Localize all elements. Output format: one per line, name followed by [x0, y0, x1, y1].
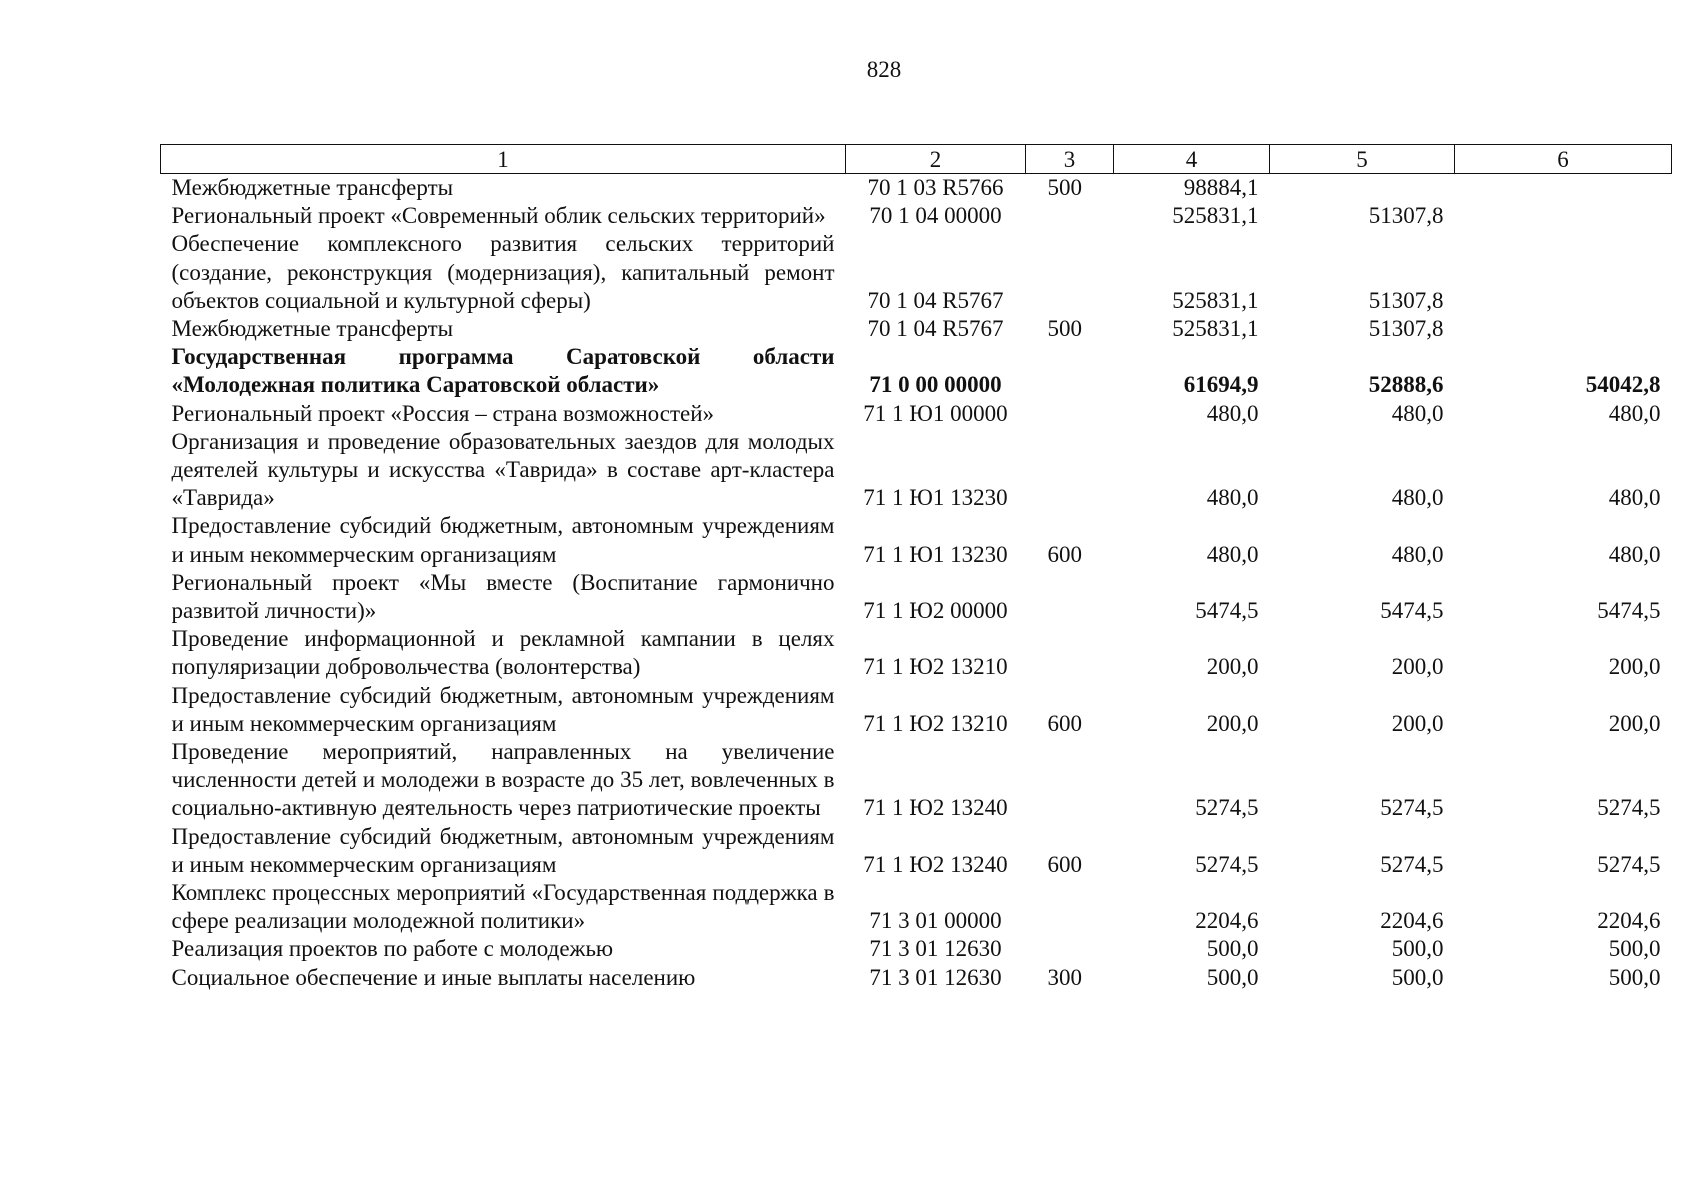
row-code: 71 1 Ю2 13210: [863, 710, 1008, 736]
row-name: Региональный проект «Современный облик сельских территорий»: [171, 203, 826, 229]
row-kvr: 500: [1047, 316, 1082, 342]
row-name: Реализация проектов по работе с молодежью: [171, 936, 614, 962]
table-row: [161, 823, 1672, 879]
row-value-col6: 200,0: [1608, 654, 1661, 680]
page-number: 828: [866, 57, 902, 82]
row-value-col6: 480,0: [1608, 400, 1661, 426]
row-code: 71 0 00 00000: [869, 372, 1002, 398]
header-col-5: 5: [1270, 145, 1455, 174]
row-value-col6: 480,0: [1608, 541, 1661, 567]
row-value-col4: 5474,5: [1195, 598, 1259, 624]
row-value-col6: 500,0: [1608, 936, 1661, 962]
table-row: [161, 569, 1672, 625]
row-name: Предоставление субсидий бюджетным, автономным учреждениям и иным некоммерческим организациям: [171, 682, 835, 736]
row-value-col5: 52888,6: [1368, 372, 1444, 398]
row-value-col5: 480,0: [1391, 400, 1444, 426]
row-value-col5: 500,0: [1391, 936, 1444, 962]
row-value-col6: 5274,5: [1597, 795, 1661, 821]
row-value-col6: 2204,6: [1597, 908, 1661, 934]
row-kvr: [1026, 400, 1114, 428]
row-kvr: 300: [1047, 964, 1082, 990]
row-code: 71 1 Ю2 13240: [863, 851, 1008, 877]
row-code: 71 3 01 12630: [869, 936, 1002, 962]
row-kvr: 500: [1047, 175, 1082, 200]
table-row: [161, 738, 1672, 823]
row-kvr: [1026, 738, 1114, 823]
row-value-col5: 500,0: [1391, 964, 1444, 990]
table-row: [161, 964, 1672, 992]
row-value-col5: 2204,6: [1380, 908, 1444, 934]
row-name: Обеспечение комплексного развития сельских территорий (создание, реконструкция (модернизация), капитальный ремонт объектов социальной и культурной сферы): [171, 231, 835, 313]
row-kvr: 600: [1047, 710, 1082, 736]
row-code: 70 1 03 R5766: [867, 175, 1004, 200]
row-value-col4: 5274,5: [1195, 795, 1259, 821]
row-value-col4: 61694,9: [1183, 372, 1259, 398]
row-code: 70 1 04 R5767: [867, 287, 1004, 313]
table-row: [161, 230, 1672, 315]
table-row: [161, 400, 1672, 428]
row-code: 71 1 Ю2 13210: [863, 654, 1008, 680]
row-value-col6: [1455, 315, 1672, 343]
row-value-col6: 5274,5: [1597, 851, 1661, 877]
row-code: 71 1 Ю1 13230: [863, 485, 1008, 511]
row-value-col4: 480,0: [1206, 541, 1259, 567]
budget-table: [160, 144, 1672, 992]
row-value-col4: 200,0: [1206, 654, 1259, 680]
table-header-row: [161, 145, 1672, 174]
row-kvr: [1026, 343, 1114, 399]
table-row: [161, 315, 1672, 343]
row-code: 71 3 01 12630: [869, 964, 1002, 990]
row-value-col5: 480,0: [1391, 485, 1444, 511]
row-name: Организация и проведение образовательных заездов для молодых деятелей культуры и искусства «Таврида» в составе арт-кластера «Таврида»: [171, 428, 835, 511]
table-row: [161, 428, 1672, 513]
row-code: 70 1 04 00000: [869, 203, 1002, 229]
row-name: Проведение информационной и рекламной кампании в целях популяризации добровольчества (волонтерства): [171, 626, 835, 680]
row-value-col4: 480,0: [1206, 400, 1259, 426]
row-value-col6: 5474,5: [1597, 598, 1661, 624]
row-kvr: [1026, 202, 1114, 230]
row-value-col6: [1455, 202, 1672, 230]
row-code: 71 1 Ю1 00000: [863, 400, 1008, 426]
table-row: [161, 935, 1672, 963]
row-value-col4: 525831,1: [1172, 203, 1259, 229]
row-value-col5: 5474,5: [1380, 598, 1444, 624]
row-value-col4: 98884,1: [1183, 175, 1259, 200]
row-name: Государственная программа Саратовской области «Молодежная политика Саратовской области»: [171, 344, 835, 398]
row-name: Предоставление субсидий бюджетным, автономным учреждениям и иным некоммерческим организациям: [171, 513, 835, 567]
header-col-3: 3: [1026, 145, 1114, 174]
row-value-col5: 5274,5: [1380, 851, 1444, 877]
row-name: Социальное обеспечение и иные выплаты населению: [171, 964, 696, 990]
table-row: [161, 879, 1672, 935]
row-value-col6: 54042,8: [1585, 372, 1661, 398]
row-kvr: [1026, 625, 1114, 681]
row-code: 71 1 Ю2 00000: [863, 598, 1008, 624]
row-kvr: 600: [1047, 541, 1082, 567]
table-row: [161, 625, 1672, 681]
header-col-6: 6: [1455, 145, 1672, 174]
table-row: [161, 343, 1672, 399]
row-value-col5: 200,0: [1391, 654, 1444, 680]
row-code: 71 3 01 00000: [869, 908, 1002, 934]
header-col-4: 4: [1114, 145, 1270, 174]
row-name: Межбюджетные трансферты: [171, 316, 454, 342]
header-col-1: 1: [161, 145, 846, 174]
row-value-col5: [1270, 174, 1455, 203]
row-value-col4: 5274,5: [1195, 851, 1259, 877]
row-kvr: [1026, 428, 1114, 513]
row-name: Региональный проект «Россия – страна возможностей»: [171, 400, 715, 426]
row-value-col5: 51307,8: [1368, 203, 1444, 229]
row-code: 71 1 Ю1 13230: [863, 541, 1008, 567]
row-name: Региональный проект «Мы вместе (Воспитание гармонично развитой личности)»: [171, 569, 835, 624]
row-value-col4: 200,0: [1206, 710, 1259, 736]
row-kvr: [1026, 879, 1114, 935]
row-value-col6: 480,0: [1608, 485, 1661, 511]
row-value-col4: 500,0: [1206, 964, 1259, 990]
row-value-col5: 480,0: [1391, 541, 1444, 567]
row-code: 71 1 Ю2 13240: [863, 795, 1008, 821]
row-value-col5: 51307,8: [1368, 316, 1444, 342]
row-value-col6: 200,0: [1608, 710, 1661, 736]
row-value-col4: 2204,6: [1195, 908, 1259, 934]
row-value-col4: 525831,1: [1172, 316, 1259, 342]
table-row: [161, 682, 1672, 738]
row-kvr: 600: [1047, 851, 1082, 877]
table-row: [161, 174, 1672, 203]
header-col-2: 2: [846, 145, 1026, 174]
row-value-col4: 500,0: [1206, 936, 1259, 962]
row-value-col4: 480,0: [1206, 485, 1259, 511]
row-name: Проведение мероприятий, направленных на увеличение численности детей и молодежи в возрасте до 35 лет, вовлеченных в социально-активную деятельность через патриотические проекты: [171, 739, 835, 821]
row-value-col5: 200,0: [1391, 710, 1444, 736]
row-name: Предоставление субсидий бюджетным, автономным учреждениям и иным некоммерческим организациям: [171, 823, 835, 877]
row-code: 70 1 04 R5767: [867, 316, 1004, 342]
row-value-col6: [1455, 174, 1672, 203]
row-kvr: [1026, 935, 1114, 963]
row-value-col5: 5274,5: [1380, 795, 1444, 821]
row-value-col6: [1455, 230, 1672, 315]
row-name: Межбюджетные трансферты: [171, 175, 454, 200]
row-kvr: [1026, 230, 1114, 315]
row-value-col4: 525831,1: [1172, 287, 1259, 313]
row-kvr: [1026, 569, 1114, 625]
row-value-col5: 51307,8: [1368, 287, 1444, 313]
table-row: [161, 512, 1672, 568]
table-body: [161, 174, 1672, 992]
table-row: [161, 202, 1672, 230]
row-value-col6: 500,0: [1608, 964, 1661, 990]
row-name: Комплекс процессных мероприятий «Государственная поддержка в сфере реализации молодежной политики»: [171, 880, 835, 934]
